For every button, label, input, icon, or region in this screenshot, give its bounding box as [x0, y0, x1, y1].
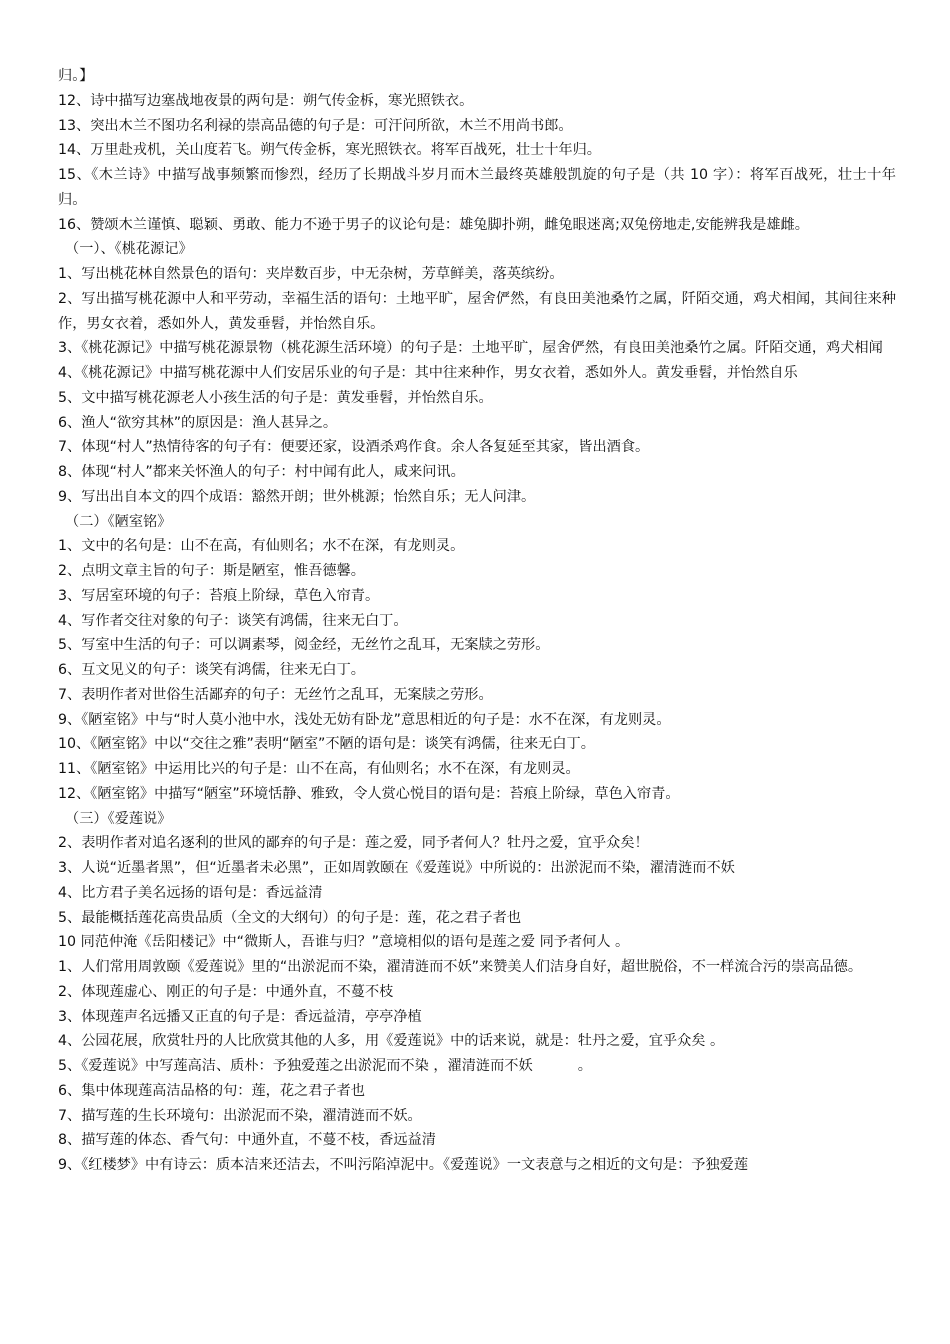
text-line: 9、写出出自本文的四个成语：豁然开朗；世外桃源；怡然自乐；无人问津。 [58, 488, 536, 505]
text-line: 1、文中的名句是：山不在高，有仙则名；水不在深，有龙则灵。 [58, 538, 465, 555]
text-line: 10、《陋室铭》中以“交往之雅”表明“陋室”不陋的语句是：谈笑有鸿儒，往来无白丁。 [58, 736, 595, 753]
text-line: 5、最能概括莲花高贵品质（全文的大纲句）的句子是：莲，花之君子者也 [58, 909, 522, 926]
text-line: 2、表明作者对追名逐利的世风的鄙弃的句子是：莲之爱，同予者何人？牡丹之爱，宜乎众矣！ [58, 835, 649, 852]
text-line: 16、赞颂木兰谨慎、聪颖、勇敢、能力不逊于男子的议论句是：雄兔脚扑朔，雌兔眼迷离;双兔傍地走,安能辨我是雄雌。 [58, 216, 809, 233]
text-line: 6、集中体现莲高洁品格的句：莲，花之君子者也 [58, 1082, 365, 1099]
text-line: 3、体现莲声名远播又正直的句子是：香远益清，亭亭净植 [58, 1008, 422, 1025]
text-line: 2、点明文章主旨的句子：斯是陋室，惟吾德馨。 [58, 563, 365, 579]
text-line: 5、文中描写桃花源老人小孩生活的句子是：黄发垂髫，并怡然自乐。 [58, 389, 493, 406]
text-line: 4、写作者交往对象的句子：谈笑有鸿儒，往来无白丁。 [58, 612, 408, 629]
text-line: 4、公园花展，欣赏牡丹的人比欣赏其他的人多，用《爱莲说》中的话来说，就是：牡丹之爱，宜乎众矣 。 [58, 1033, 725, 1050]
text-line: 3、写居室环境的句子：苔痕上阶绿，草色入帘青。 [58, 587, 380, 604]
text-line: 8、描写莲的体态、香气句：中通外直，不蔓不枝，香远益清 [58, 1132, 436, 1149]
text-line: 13、突出木兰不图功名利禄的崇高品德的句子是：可汗问所欲，木兰不用尚书郎。 [58, 117, 573, 134]
document-page [58, 64, 896, 1178]
text-line: 9、《红楼梦》中有诗云：质本洁来还洁去，不叫污陷淖泥中。《爱莲说》一文表意与之相近的文句是：予独爱莲 [58, 1157, 749, 1173]
text-line: 1、人们常用周敦颐《爱莲说》里的“出淤泥而不染，濯清涟而不妖”来赞美人们洁身自好，超世脱俗，不一样流合污的崇高品德。 [58, 959, 863, 975]
text-line: 8、体现“村人”都来关怀渔人的句子：村中闻有此人，咸来问讯。 [58, 464, 465, 480]
text-line: 12、《陋室铭》中描写“陋室”环境恬静、雅致，令人赏心悦目的语句是：苔痕上阶绿，草色入帘青。 [58, 785, 680, 802]
text-line: 归。】 [58, 68, 94, 84]
text-line: 4、《桃花源记》中描写桃花源中人们安居乐业的句子是：其中往来种作，男女衣着，悉如外人。黄发垂髫，并怡然自乐 [58, 365, 798, 381]
text-line: 6、渔人“欲穷其林”的原因是：渔人甚异之。 [58, 414, 338, 431]
text-line: 11、《陋室铭》中运用比兴的句子是：山不在高，有仙则名；水不在深，有龙则灵。 [58, 761, 580, 777]
text-line: 4、比方君子美名远扬的语句是：香远益清 [58, 884, 323, 901]
text-line: 5、写室中生活的句子：可以调素琴，阅金经，无丝竹之乱耳，无案牍之劳形。 [58, 637, 550, 654]
text-line: 7、表明作者对世俗生活鄙弃的句子：无丝竹之乱耳，无案牍之劳形。 [58, 686, 493, 703]
text-line: 6、互文见义的句子：谈笑有鸿儒，往来无白丁。 [58, 662, 365, 678]
text-line: 10 同范仲淹《岳阳楼记》中“微斯人，吾谁与归？”意境相似的语句是莲之爱 同予者何人 。 [58, 934, 630, 951]
text-line: 12、诗中描写边塞战地夜景的两句是：朔气传金柝，寒光照铁衣。 [58, 92, 474, 109]
text-line: 2、写出描写桃花源中人和平劳动，幸福生活的语句：土地平旷，屋舍俨然，有良田美池桑竹之属，阡陌交通，鸡犬相闻，其间往来种作，男女衣着，悉如外人，黄发垂髫，并怡然自乐。 [58, 290, 896, 332]
text-line: 2、体现莲虚心、刚正的句子是：中通外直，不蔓不枝 [58, 983, 394, 1000]
section-heading: （二）《陋室铭》 [65, 513, 172, 530]
text-line: 5、《爱莲说》中写莲高洁、质朴：予独爱莲之出淤泥而不染 ，濯清涟而不妖 。 [58, 1058, 592, 1074]
section-heading: （三）《爱莲说》 [65, 810, 172, 827]
section-heading: （一）、《桃花源记》 [65, 241, 193, 258]
text-line: 3、人说“近墨者黑”，但“近墨者未必黑”，正如周敦颐在《爱莲说》中所说的：出淤泥而不染，濯清涟而不妖 [58, 860, 735, 876]
text-line: 7、描写莲的生长环境句：出淤泥而不染，濯清涟而不妖。 [58, 1107, 422, 1124]
text-line: 1、写出桃花林自然景色的语句：夹岸数百步，中无杂树，芳草鲜美，落英缤纷。 [58, 266, 564, 282]
text-line: 7、体现“村人”热情待客的句子有：便要还家，设酒杀鸡作食。余人各复延至其家，皆出酒食。 [58, 439, 650, 456]
text-line: 14、万里赴戎机，关山度若飞。朔气传金柝，寒光照铁衣。将军百战死，壮士十年归。 [58, 142, 601, 159]
text-line: 15、《木兰诗》中描写战事频繁而惨烈，经历了长期战斗岁月而木兰最终英雄般凯旋的句子是（共 10 字）：将军百战死，壮士十年归。 [58, 167, 896, 208]
text-line: 9、《陋室铭》中与“时人莫小池中水，浅处无妨有卧龙”意思相近的句子是：水不在深，有龙则灵。 [58, 711, 671, 728]
text-line: 3、《桃花源记》中描写桃花源景物（桃花源生活环境）的句子是：土地平旷，屋舍俨然，有良田美池桑竹之属。阡陌交通，鸡犬相闻 [58, 340, 883, 357]
